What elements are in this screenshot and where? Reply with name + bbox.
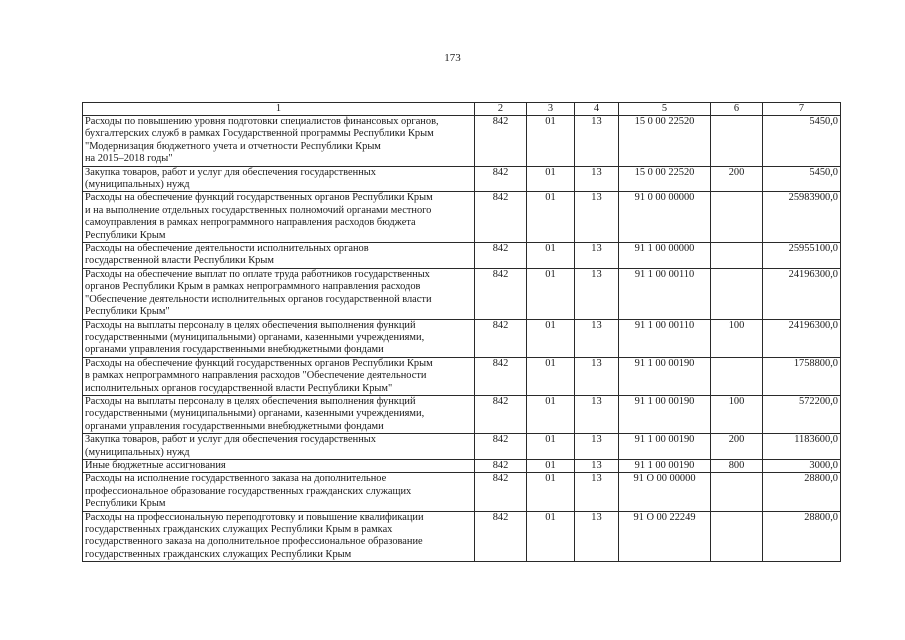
expense-type-code: 200	[711, 434, 763, 460]
ministry-code: 842	[475, 319, 527, 357]
subsection-code: 13	[575, 243, 619, 269]
target-article-code: 91 1 00 00190	[619, 357, 711, 395]
subsection-code: 13	[575, 459, 619, 472]
table-row	[83, 434, 841, 460]
subsection-code: 13	[575, 395, 619, 433]
header-col-3: 3	[527, 103, 575, 116]
budget-table	[82, 102, 841, 562]
header-col-1: 1	[83, 103, 475, 116]
section-code: 01	[527, 473, 575, 511]
header-col-7: 7	[763, 103, 841, 116]
expense-description: Расходы на выплаты персоналу в целях обеспечения выполнения функций государственными (муниципальными) органами, казенными учреждениями, органами управления государственными внебюджетными фондами	[83, 319, 475, 357]
expense-description: Расходы по повышению уровня подготовки специалистов финансовых органов, бухгалтерских служб в рамках Государственной программы Республики Крым "Модернизация бюджетного учета и отчетности Республики Крым на 2015–2018 годы"	[83, 116, 475, 167]
amount: 28800,0	[763, 511, 841, 562]
target-article-code: 91 1 00 00000	[619, 243, 711, 269]
table-row	[83, 473, 841, 511]
expense-description: Закупка товаров, работ и услуг для обеспечения государственных (муниципальных) нужд	[83, 166, 475, 192]
amount: 1758800,0	[763, 357, 841, 395]
section-code: 01	[527, 357, 575, 395]
amount: 25955100,0	[763, 243, 841, 269]
header-col-4: 4	[575, 103, 619, 116]
amount: 572200,0	[763, 395, 841, 433]
subsection-code: 13	[575, 268, 619, 319]
expense-type-code	[711, 116, 763, 167]
expense-type-code	[711, 268, 763, 319]
table-row	[83, 395, 841, 433]
table-row	[83, 243, 841, 269]
expense-type-code	[711, 192, 763, 243]
expense-description: Расходы на выплаты персоналу в целях обеспечения выполнения функций государственными (муниципальными) органами, казенными учреждениями, органами управления государственными внебюджетными фондами	[83, 395, 475, 433]
expense-description: Иные бюджетные ассигнования	[83, 459, 475, 472]
target-article-code: 91 1 00 00190	[619, 395, 711, 433]
section-code: 01	[527, 459, 575, 472]
table-row	[83, 192, 841, 243]
target-article-code: 91 О 00 00000	[619, 473, 711, 511]
header-row	[83, 103, 841, 116]
section-code: 01	[527, 116, 575, 167]
section-code: 01	[527, 192, 575, 243]
expense-type-code	[711, 357, 763, 395]
ministry-code: 842	[475, 268, 527, 319]
expense-type-code: 200	[711, 166, 763, 192]
expense-description: Расходы на обеспечение выплат по оплате труда работников государственных органов Республики Крым в рамках непрограммного направления расходов "Обеспечение деятельности исполнительных органов государственной власти Республики Крым"	[83, 268, 475, 319]
amount: 25983900,0	[763, 192, 841, 243]
target-article-code: 91 1 00 00190	[619, 459, 711, 472]
target-article-code: 91 О 00 22249	[619, 511, 711, 562]
ministry-code: 842	[475, 473, 527, 511]
expense-type-code	[711, 243, 763, 269]
section-code: 01	[527, 268, 575, 319]
section-code: 01	[527, 243, 575, 269]
subsection-code: 13	[575, 319, 619, 357]
expense-description: Расходы на обеспечение функций государственных органов Республики Крым и на выполнение отдельных государственных полномочий органами местного самоуправления в рамках непрограммного направления расходов бюджета Республики Крым	[83, 192, 475, 243]
header-col-5: 5	[619, 103, 711, 116]
expense-description: Расходы на обеспечение деятельности исполнительных органов государственной власти Республики Крым	[83, 243, 475, 269]
subsection-code: 13	[575, 192, 619, 243]
subsection-code: 13	[575, 434, 619, 460]
ministry-code: 842	[475, 434, 527, 460]
table-row	[83, 166, 841, 192]
amount: 1183600,0	[763, 434, 841, 460]
expense-type-code: 100	[711, 395, 763, 433]
ministry-code: 842	[475, 459, 527, 472]
table-row	[83, 357, 841, 395]
section-code: 01	[527, 166, 575, 192]
section-code: 01	[527, 395, 575, 433]
expense-type-code	[711, 511, 763, 562]
target-article-code: 91 1 00 00110	[619, 268, 711, 319]
header-col-2: 2	[475, 103, 527, 116]
header-col-6: 6	[711, 103, 763, 116]
expense-type-code: 800	[711, 459, 763, 472]
subsection-code: 13	[575, 357, 619, 395]
amount: 28800,0	[763, 473, 841, 511]
table-row	[83, 511, 841, 562]
target-article-code: 91 0 00 00000	[619, 192, 711, 243]
target-article-code: 15 0 00 22520	[619, 166, 711, 192]
table-row	[83, 319, 841, 357]
target-article-code: 91 1 00 00190	[619, 434, 711, 460]
expense-description: Закупка товаров, работ и услуг для обеспечения государственных (муниципальных) нужд	[83, 434, 475, 460]
table-row	[83, 116, 841, 167]
table-row	[83, 459, 841, 472]
expense-description: Расходы на исполнение государственного заказа на дополнительное профессиональное образование государственных гражданских служащих Республики Крым	[83, 473, 475, 511]
target-article-code: 15 0 00 22520	[619, 116, 711, 167]
section-code: 01	[527, 434, 575, 460]
subsection-code: 13	[575, 473, 619, 511]
expense-type-code: 100	[711, 319, 763, 357]
ministry-code: 842	[475, 116, 527, 167]
amount: 5450,0	[763, 116, 841, 167]
subsection-code: 13	[575, 166, 619, 192]
target-article-code: 91 1 00 00110	[619, 319, 711, 357]
amount: 24196300,0	[763, 268, 841, 319]
expense-description: Расходы на обеспечение функций государственных органов Республики Крым в рамках непрограммного направления расходов "Обеспечение деятельности исполнительных органов государственной власти Республики Крым"	[83, 357, 475, 395]
ministry-code: 842	[475, 511, 527, 562]
table-row	[83, 268, 841, 319]
ministry-code: 842	[475, 243, 527, 269]
amount: 5450,0	[763, 166, 841, 192]
ministry-code: 842	[475, 395, 527, 433]
section-code: 01	[527, 319, 575, 357]
subsection-code: 13	[575, 116, 619, 167]
subsection-code: 13	[575, 511, 619, 562]
amount: 24196300,0	[763, 319, 841, 357]
ministry-code: 842	[475, 357, 527, 395]
section-code: 01	[527, 511, 575, 562]
ministry-code: 842	[475, 166, 527, 192]
expense-type-code	[711, 473, 763, 511]
ministry-code: 842	[475, 192, 527, 243]
expense-description: Расходы на профессиональную переподготовку и повышение квалификации государственных гражданских служащих Республики Крым в рамках государственного заказа на дополнительное профессиональное образование государственных гражданских служащих Республики Крым	[83, 511, 475, 562]
amount: 3000,0	[763, 459, 841, 472]
page-number: 173	[444, 52, 461, 64]
